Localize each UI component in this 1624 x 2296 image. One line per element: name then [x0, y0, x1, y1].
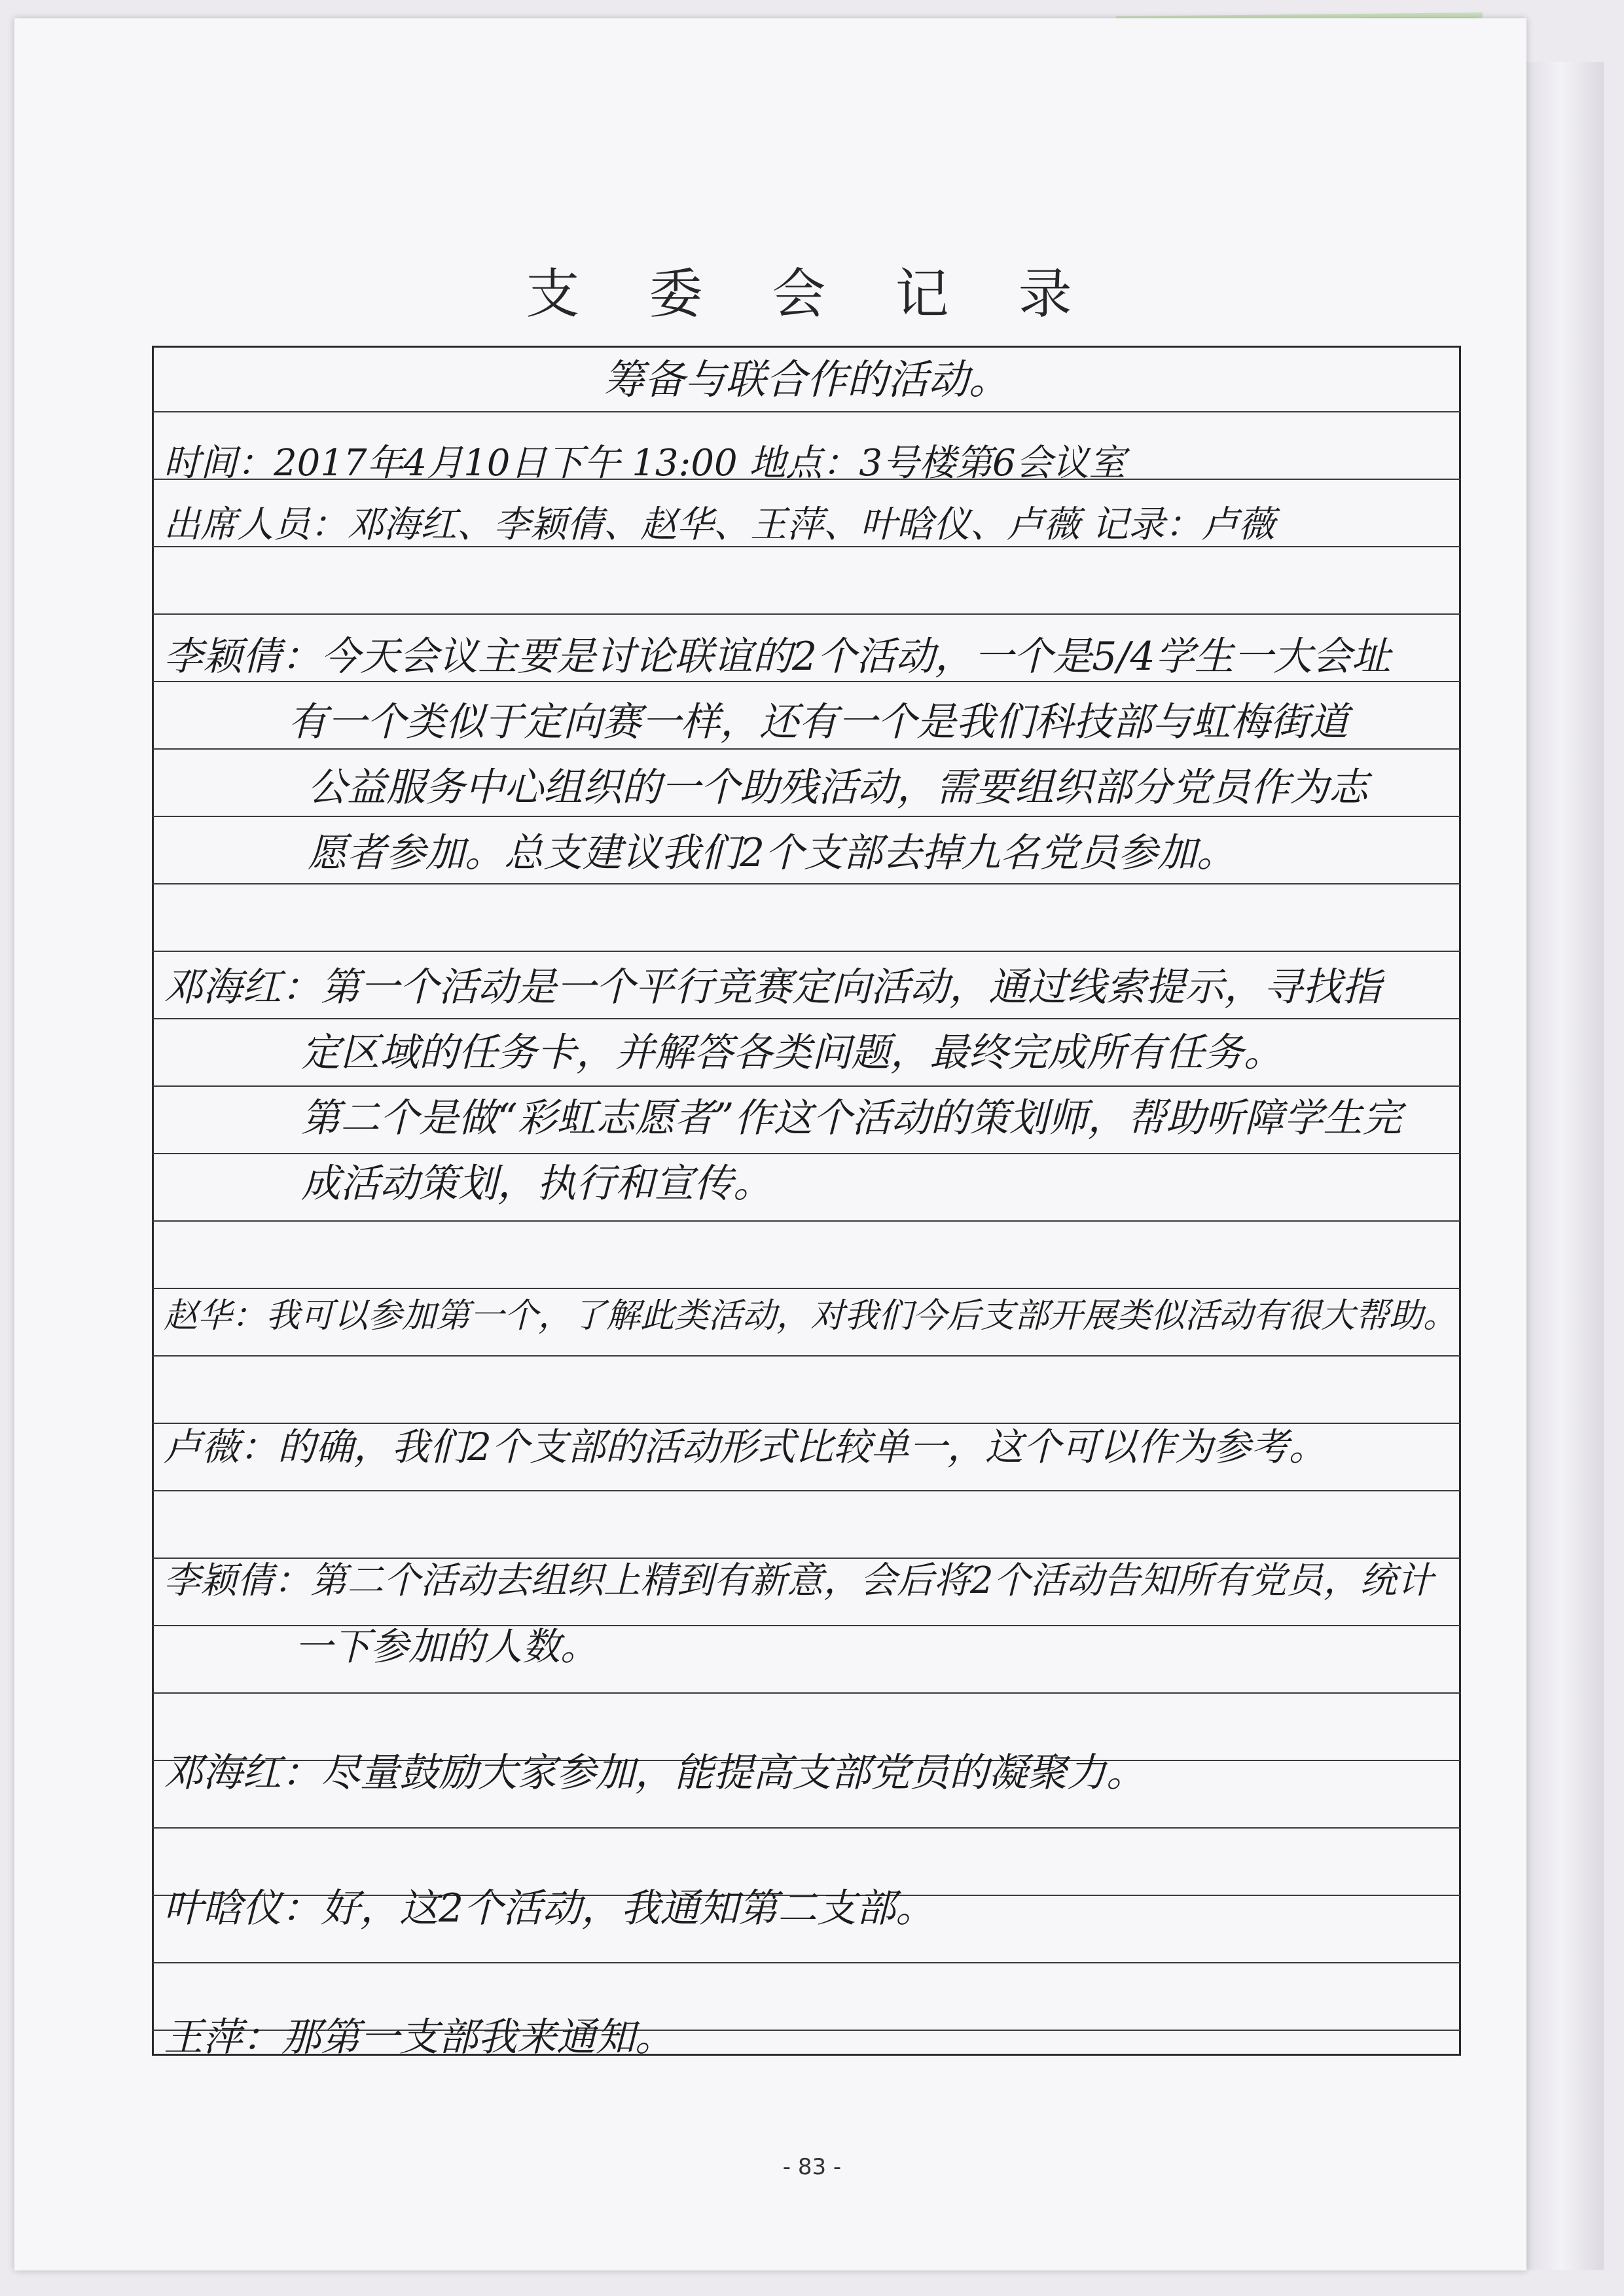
- ruled-line: [152, 1153, 1461, 1154]
- record-heading: 筹备与联合作的活动。: [603, 355, 1009, 403]
- time-location-line: 时间：2017年4月10日下午 13:00 地点：3号楼第6会议室: [164, 442, 1126, 484]
- entry-line: 定区域的任务卡，并解答各类问题，最终完成所有任务。: [301, 1030, 1283, 1076]
- entry-line: 一下参加的人数。: [295, 1624, 599, 1669]
- ruled-line: [152, 1355, 1461, 1357]
- form-title: 支 委 会 记 录: [526, 263, 1098, 325]
- entry-line: 李颖倩：今天会议主要是讨论联谊的2个活动，一个是5/4学生一大会址: [164, 634, 1391, 680]
- ruled-line: [152, 1827, 1461, 1829]
- ruled-line: [152, 613, 1461, 615]
- entry-line: 李颖倩：第二个活动去组织上精到有新意，会后将2个活动告知所有党员，统计: [164, 1559, 1434, 1602]
- ruled-line: [152, 1085, 1461, 1087]
- entry-line: 第二个是做“彩虹志愿者”作这个活动的策划师，帮助听障学生完: [301, 1095, 1402, 1141]
- ruled-line: [152, 1288, 1461, 1289]
- ruled-line: [152, 1490, 1461, 1491]
- ruled-line: [152, 1220, 1461, 1222]
- entry-line: 邓海红：第一个活动是一个平行竞赛定向活动，通过线索提示，寻找指: [164, 964, 1381, 1010]
- ruled-line: [152, 1018, 1461, 1019]
- book-page-edge: [1526, 62, 1604, 2270]
- entry-line: 王萍：那第一支部我来通知。: [164, 2014, 674, 2060]
- entry-line: 有一个类似于定向赛一样，还有一个是我们科技部与虹梅街道: [288, 699, 1348, 745]
- ruled-line: [152, 951, 1461, 952]
- attendees-line: 出席人员：邓海红、李颖倩、赵华、王萍、叶晗仪、卢薇 记录：卢薇: [164, 503, 1275, 546]
- entry-line: 邓海红：尽量鼓励大家参加，能提高支部党员的凝聚力。: [164, 1750, 1146, 1796]
- entry-line: 卢薇：的确，我们2个支部的活动形式比较单一，这个可以作为参考。: [164, 1425, 1327, 1469]
- page-number: - 83 -: [782, 2154, 842, 2180]
- ruled-line: [152, 1962, 1461, 1963]
- ruled-line: [152, 411, 1461, 412]
- entry-line: 成活动策划，执行和宣传。: [301, 1161, 772, 1207]
- ruled-line: [152, 1692, 1461, 1694]
- ruled-line: [152, 816, 1461, 817]
- ruled-line: [152, 748, 1461, 750]
- ruled-line: [152, 883, 1461, 884]
- entry-line: 公益服务中心组织的一个助残活动，需要组织部分党员作为志: [308, 765, 1368, 811]
- entry-line: 叶晗仪：好，这2个活动，我通知第二支部。: [164, 1886, 935, 1931]
- entry-line: 愿者参加。总支建议我们2个支部去掉九名党员参加。: [308, 830, 1236, 876]
- entry-line: 赵华：我可以参加第一个，了解此类活动，对我们今后支部开展类似活动有很大帮助。: [164, 1296, 1458, 1336]
